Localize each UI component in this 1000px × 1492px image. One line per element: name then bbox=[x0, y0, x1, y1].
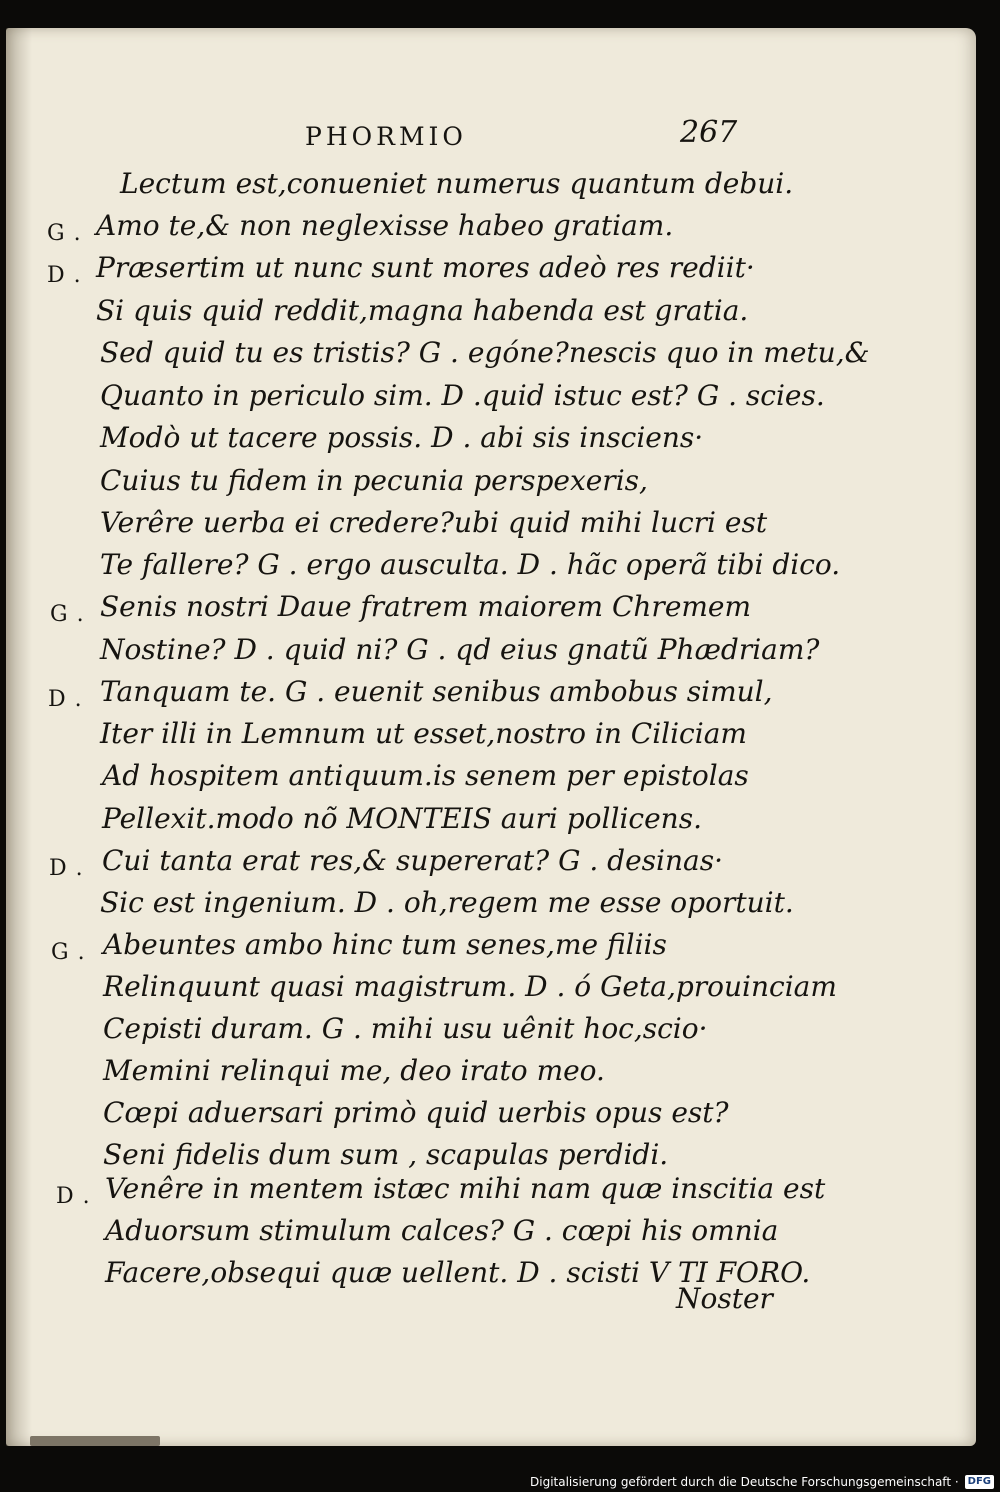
verse-line bbox=[0, 673, 1000, 715]
verse-line bbox=[0, 504, 1000, 546]
verse-text: Quanto in periculo sim. D .quid istuc est? G . scies. bbox=[100, 379, 825, 412]
speaker-label: D . bbox=[56, 1184, 91, 1209]
verse-line bbox=[0, 1254, 1000, 1296]
verse-line bbox=[0, 462, 1000, 504]
verse-line bbox=[0, 377, 1000, 419]
verse-line bbox=[0, 1170, 1000, 1212]
verse-line bbox=[0, 546, 1000, 588]
speaker-label: D . bbox=[47, 263, 82, 288]
verse-text: Te fallere? G . ergo ausculta. D . hãc operã tibi dico. bbox=[100, 548, 841, 581]
verse-text: Cui tanta erat res,& supererat? G . desinas· bbox=[102, 844, 723, 877]
verse-text: Sic est ingenium. D . oh,regem me esse oportuit. bbox=[100, 886, 794, 919]
verse-line bbox=[0, 207, 1000, 249]
verse-line bbox=[0, 1212, 1000, 1254]
verse-text: Iter illi in Lemnum ut esset,nostro in Ciliciam bbox=[100, 717, 747, 750]
verse-line bbox=[0, 419, 1000, 461]
verse-line bbox=[0, 631, 1000, 673]
verse-text: Præsertim ut nunc sunt mores adeò res rediit· bbox=[96, 251, 755, 284]
verse-text: Memini relinqui me, deo irato meo. bbox=[103, 1054, 605, 1087]
verse-line bbox=[0, 884, 1000, 926]
verse-text: Aduorsum stimulum calces? G . cœpi his omnia bbox=[105, 1214, 779, 1247]
verse-line bbox=[0, 165, 1000, 207]
verse-text: Senis nostri Daue fratrem maiorem Chremem bbox=[100, 590, 752, 623]
verse-text: Lectum est,conueniet numerus quantum debui. bbox=[120, 167, 794, 200]
verse-text: Relinquunt quasi magistrum. D . ó Geta,prouinciam bbox=[103, 970, 837, 1003]
verse-line bbox=[0, 1052, 1000, 1094]
page-edge bbox=[30, 1436, 160, 1446]
verse-text: Nostine? D . quid ni? G . qd eius gnatũ Phædriam? bbox=[100, 633, 820, 666]
verse-text: Cœpi aduersari primò quid uerbis opus est? bbox=[103, 1096, 729, 1129]
verse-line bbox=[0, 292, 1000, 334]
verse-text: Cepisti duram. G . mihi usu uênit hoc,scio· bbox=[103, 1012, 708, 1045]
verse-text: Cuius tu fidem in pecunia perspexeris, bbox=[100, 464, 648, 497]
verse-text: Tanquam te. G . euenit senibus ambobus simul, bbox=[100, 675, 773, 708]
verse-line bbox=[0, 842, 1000, 884]
verse-line bbox=[0, 926, 1000, 968]
verse-line bbox=[0, 757, 1000, 799]
speaker-label: G . bbox=[50, 602, 85, 627]
verse-text: Sed quid tu es tristis? G . egóne?nescis quo in metu,& bbox=[100, 336, 870, 369]
dfg-logo-icon: DFG bbox=[965, 1475, 994, 1489]
verse-line bbox=[0, 249, 1000, 291]
verse-text: Amo te,& non neglexisse habeo gratiam. bbox=[96, 209, 674, 242]
verse-text: Verêre uerba ei credere?ubi quid mihi lucri est bbox=[100, 506, 768, 539]
verse-text: Pellexit.modo nõ MONTEIS auri pollicens. bbox=[102, 802, 702, 835]
verse-text: Ad hospitem antiquum.is senem per epistolas bbox=[102, 759, 749, 792]
verse-line bbox=[0, 588, 1000, 630]
verse-line bbox=[0, 968, 1000, 1010]
verse-text: Si quis quid reddit,magna habenda est gratia. bbox=[96, 294, 749, 327]
page-number: 267 bbox=[680, 115, 738, 150]
speaker-label: G . bbox=[47, 221, 82, 246]
verse-line bbox=[0, 334, 1000, 376]
verse-text: Modò ut tacere possis. D . abi sis insciens· bbox=[100, 421, 704, 454]
verse-line bbox=[0, 1010, 1000, 1052]
speaker-label: D . bbox=[48, 687, 83, 712]
verse-line bbox=[0, 715, 1000, 757]
running-title: PHORMIO bbox=[305, 122, 467, 151]
catchword: Noster bbox=[676, 1282, 773, 1315]
verse-text: Venêre in mentem istæc mihi nam quæ inscitia est bbox=[105, 1172, 826, 1205]
footer-bar bbox=[530, 1474, 994, 1490]
verse-text: Facere,obsequi quæ uellent. D . scisti V TI FORO. bbox=[105, 1256, 811, 1289]
speaker-label: G . bbox=[51, 940, 86, 965]
verse-line bbox=[0, 1094, 1000, 1136]
verse-text: Abeuntes ambo hinc tum senes,me filiis bbox=[103, 928, 667, 961]
verse-text: Seni fidelis dum sum , scapulas perdidi. bbox=[103, 1138, 669, 1171]
footer-credit: Digitalisierung gefördert durch die Deutsche Forschungsgemeinschaft · bbox=[530, 1475, 959, 1489]
verse-line bbox=[0, 800, 1000, 842]
speaker-label: D . bbox=[49, 856, 84, 881]
